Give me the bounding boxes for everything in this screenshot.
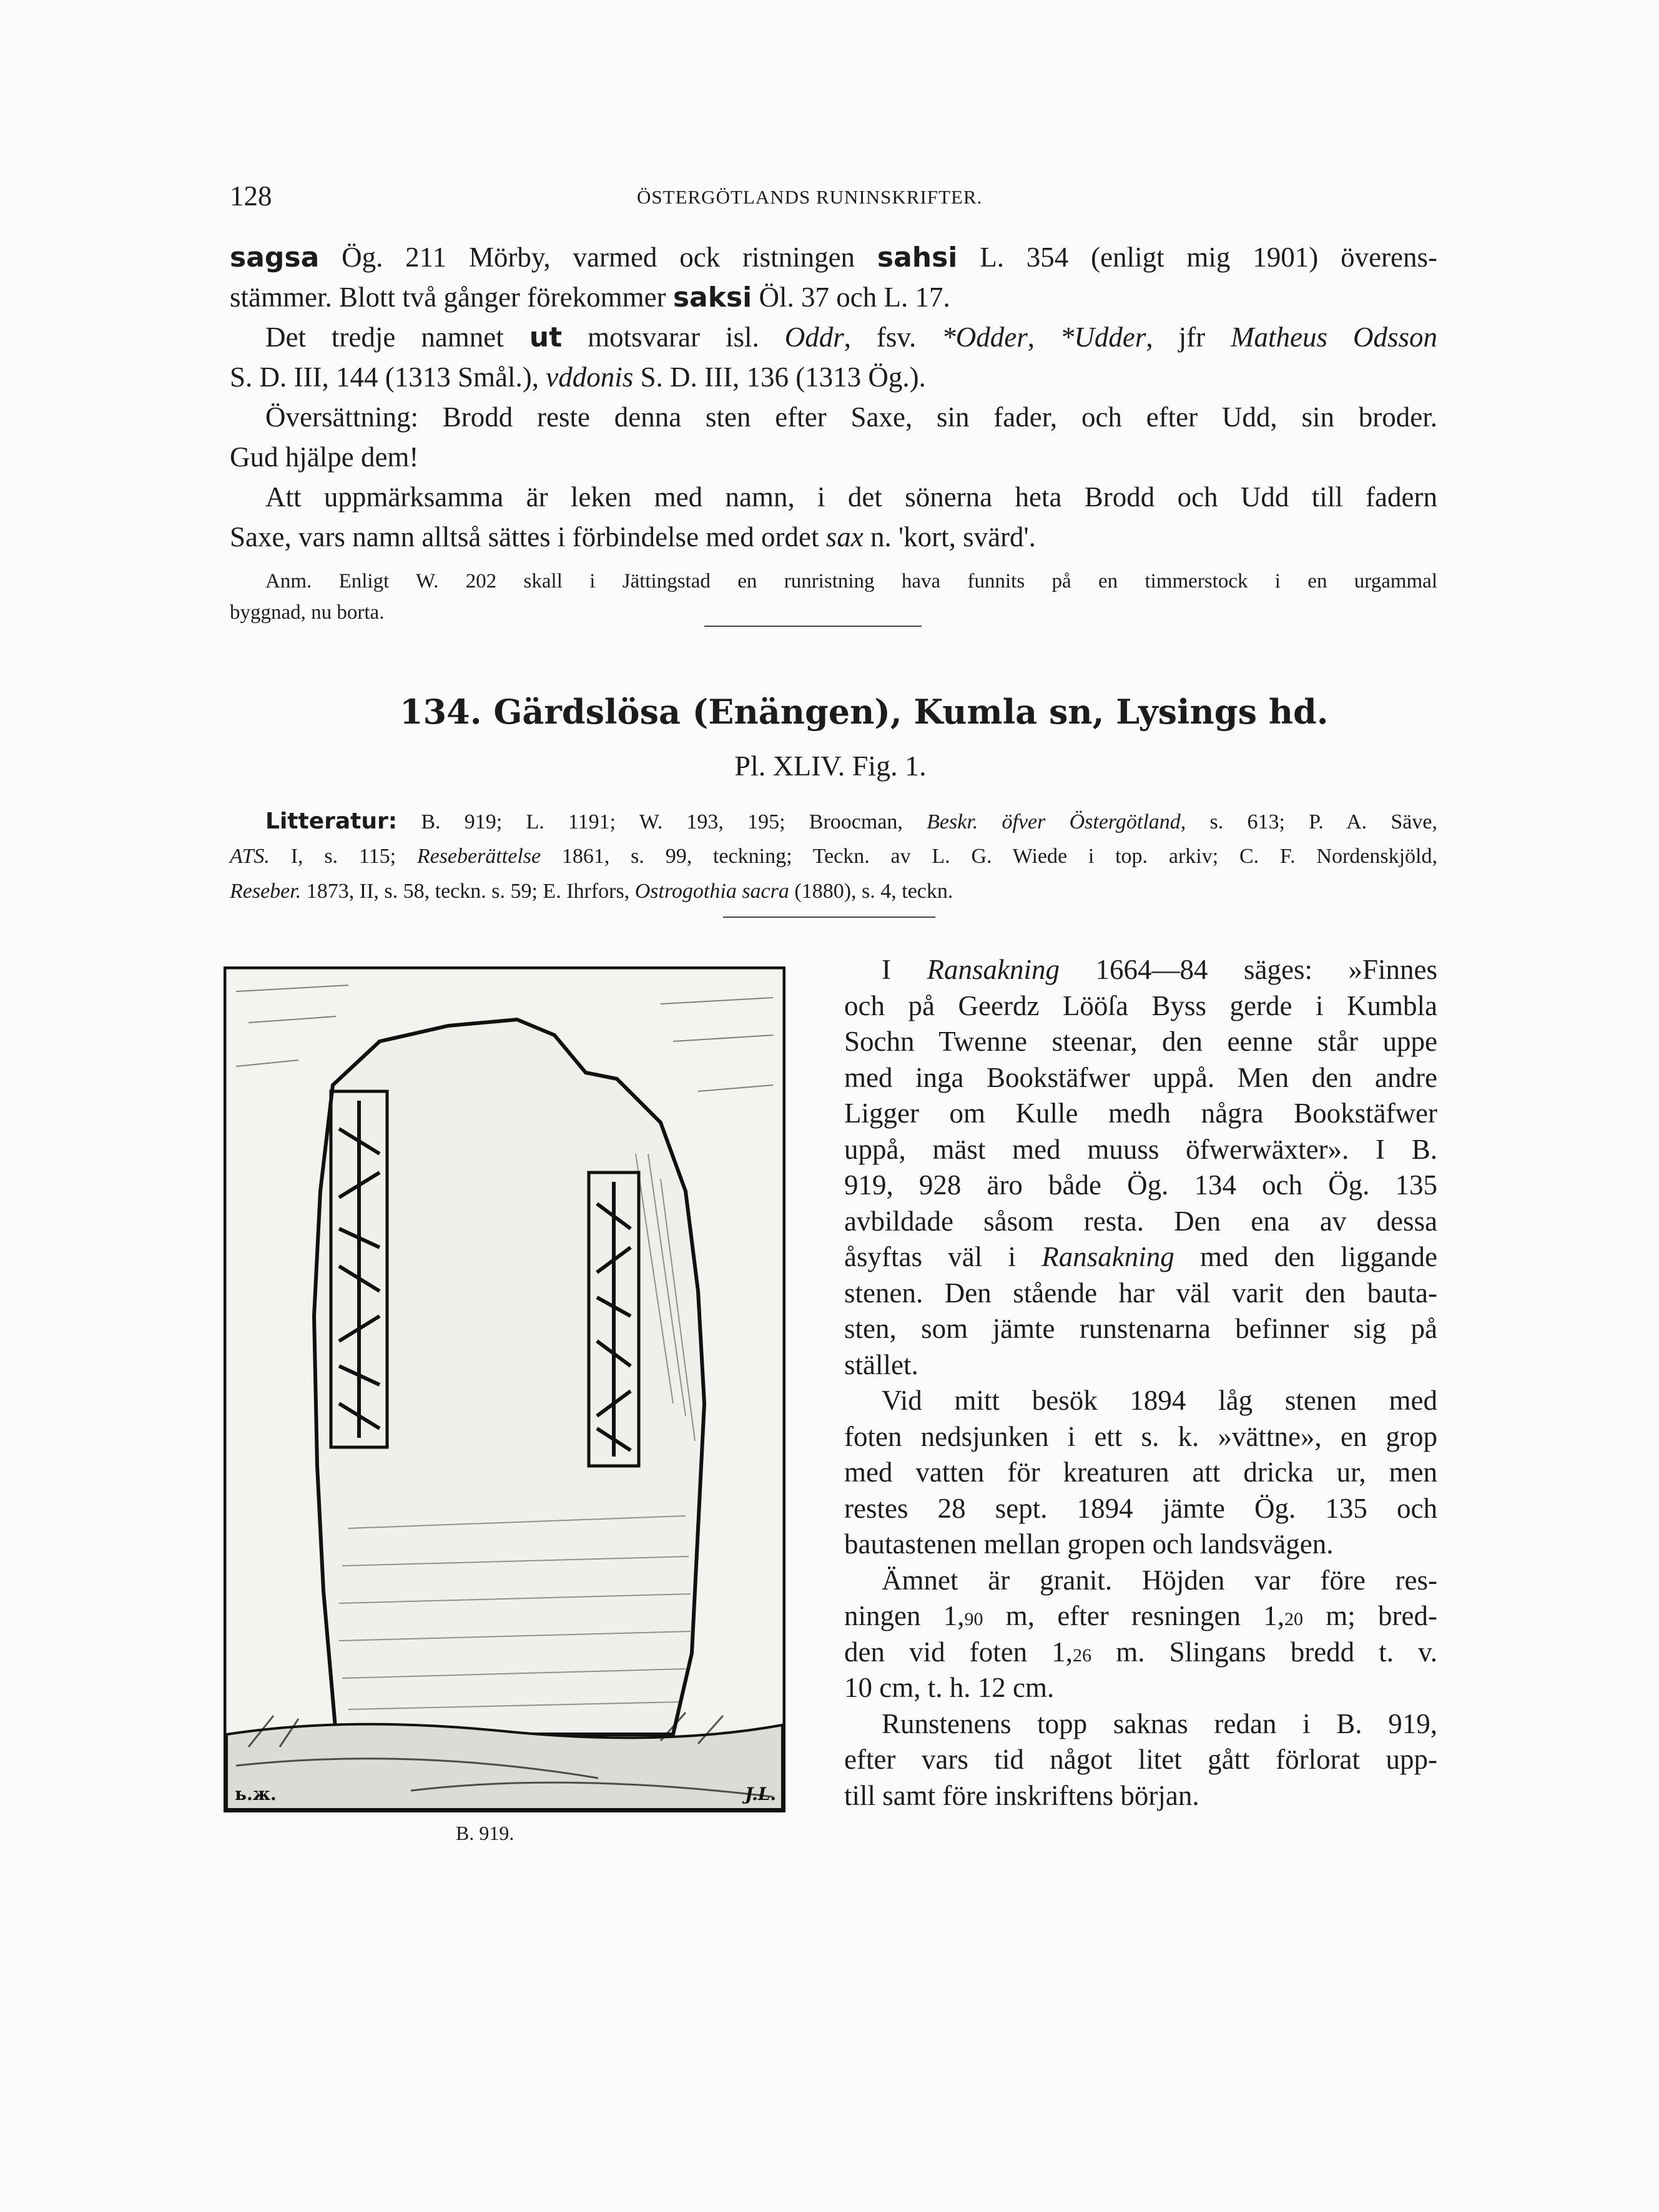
col-line-8: avbildade såsom resta. Den ena av dessa — [844, 1205, 1437, 1237]
note-line-2: byggnad, nu borta. — [230, 601, 385, 624]
col-line-3: Sochn Twenne steenar, den eenne står uppe — [844, 1026, 1437, 1057]
literature-line-2: ATS. I, s. 115; Reseberättelse 1861, s. 99, teckning; Teckn. av L. G. Wiede i top. arkiv; C. F. Nordenskjöld, — [230, 845, 1437, 868]
col-line-9: åsyftas väl i Ransakning med den liggande — [844, 1241, 1438, 1272]
literature-line-1: Litteratur: B. 919; L. 1191; W. 193, 195; Broocman, Beskr. öfver Östergötland, s. 613; P. A. Säve, — [265, 809, 1437, 834]
col-line-22: Runstenens topp saknas redan i B. 919, — [882, 1708, 1437, 1739]
col-line-2: och på Geerdz Lööſa Byss gerde i Kumbla — [844, 990, 1437, 1021]
literature-line-3: Reseber. 1873, II, s. 58, teckn. s. 59; E. Ihrfors, Ostrogothia sacra (1880), s. 4, teckn. — [230, 880, 953, 903]
col-line-21: 10 cm, t. h. 12 cm. — [844, 1672, 1055, 1703]
col-line-4: med inga Bookstäfwer uppå. Men den andre — [844, 1061, 1437, 1093]
col-line-11: sten, som jämte runstenarna befinner sig på — [844, 1313, 1437, 1344]
col-line-17: bautastenen mellan gropen och landsvägen. — [844, 1528, 1334, 1560]
col-line-12: stället. — [844, 1349, 918, 1380]
translation-line-1: Översättning: Brodd reste denna sten efter Saxe, sin fader, och efter Udd, sin broder. — [265, 401, 1437, 433]
divider-2 — [723, 917, 935, 918]
entry-body-column — [844, 952, 1437, 1814]
col-line-1: I Ransakning 1664—84 säges: »Finnes — [882, 954, 1437, 985]
entry-title: 134. Gärdslösa (Enängen), Kumla sn, Lysings hd. — [400, 692, 1329, 732]
col-line-16: restes 28 sept. 1894 jämte Ög. 135 och — [844, 1492, 1437, 1524]
prev-para-1-line-1: sagsa Ög. 211 Mörby, varmed ock ristningen sahsi L. 354 (enligt mig 1901) överens- — [230, 242, 1437, 273]
col-line-13: Vid mitt besök 1894 låg stenen med — [882, 1385, 1437, 1416]
runestone-illustration — [224, 966, 785, 1812]
running-title: ÖSTERGÖTLANDS RUNINSKRIFTER. — [637, 186, 983, 208]
col-line-6: uppå, mäst med muuss öfwerwäxter». I B. — [844, 1133, 1437, 1165]
prev-para-2-line-1: Det tredje namnet ut motsvarar isl. Oddr, fsv. *Odder, *Udder, jfr Matheus Odsson — [265, 322, 1438, 353]
plate-reference: Pl. XLIV. Fig. 1. — [734, 750, 927, 782]
col-line-10: stenen. Den stående har väl varit den bauta- — [844, 1277, 1437, 1309]
figure-caption: B. 919. — [456, 1822, 514, 1844]
col-line-15: med vatten för kreaturen att dricka ur, men — [844, 1457, 1437, 1488]
prev-para-4-line-2: Saxe, vars namn alltså sättes i förbindelse med ordet sax n. 'kort, svärd'. — [230, 521, 1036, 553]
col-line-5: Ligger om Kulle medh några Bookstäfwer — [844, 1098, 1437, 1129]
engraver-mark-right: J.L. — [745, 1784, 777, 1804]
divider-1 — [704, 626, 922, 627]
engraver-mark-left: ь.ж. — [235, 1784, 277, 1804]
translation-line-2: Gud hjälpe dem! — [230, 441, 419, 473]
col-line-23: efter vars tid något litet gått förlorat upp- — [844, 1744, 1437, 1775]
col-line-24: till samt före inskriftens början. — [844, 1779, 1199, 1811]
note-line-1: Anm. Enligt W. 202 skall i Jättingstad en runristning hava funnits på en timmerstock i en urgammal — [265, 570, 1437, 592]
col-line-7: 919, 928 äro både Ög. 134 och Ög. 135 — [844, 1169, 1437, 1201]
runestone-woodcut-figure — [224, 966, 785, 1812]
col-line-19: ningen 1,90 m, efter resningen 1,20 m; bred- — [844, 1600, 1438, 1631]
col-line-20: den vid foten 1,26 m. Slingans bredd t. v. — [844, 1636, 1437, 1668]
page-number: 128 — [230, 180, 272, 212]
prev-para-2-line-2: S. D. III, 144 (1313 Smål.), vddonis S. D. III, 136 (1313 Ög.). — [230, 361, 926, 393]
prev-para-4-line-1: Att uppmärksamma är leken med namn, i det sönerna heta Brodd och Udd till fadern — [265, 481, 1437, 513]
prev-para-1-line-2: stämmer. Blott två gånger förekommer saksi Öl. 37 och L. 17. — [230, 282, 950, 313]
col-line-18: Ämnet är granit. Höjden var före res- — [882, 1564, 1437, 1596]
col-line-14: foten nedsjunken i ett s. k. »vättne», en grop — [844, 1420, 1437, 1452]
